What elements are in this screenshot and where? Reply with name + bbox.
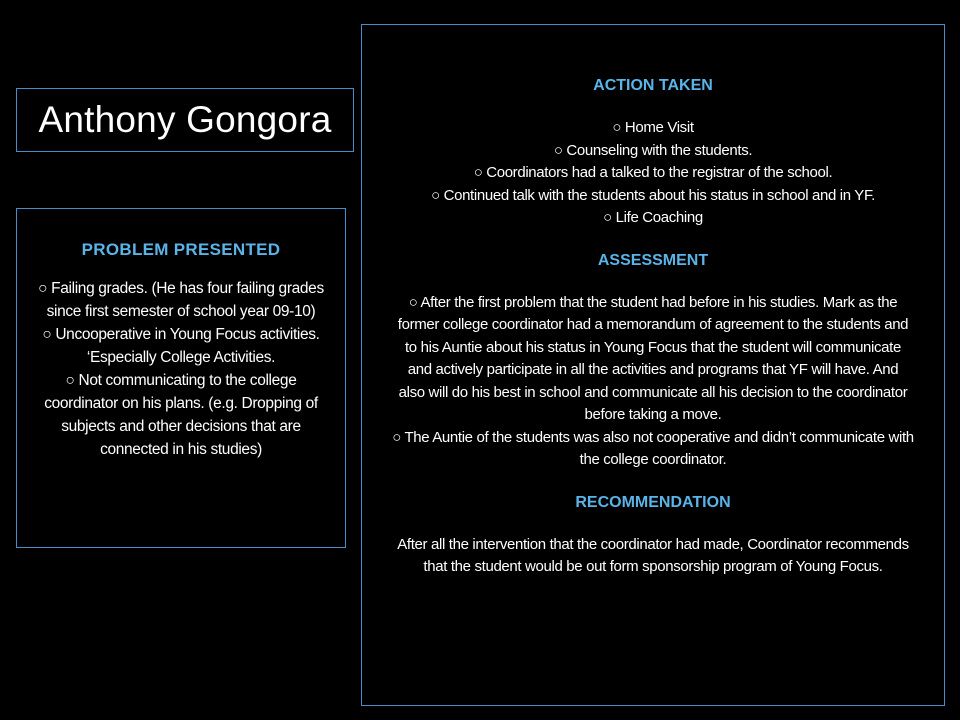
student-name: Anthony Gongora	[38, 99, 332, 140]
recommendation-line: After all the intervention that the coordinator had made, Coordinator recommends	[397, 535, 909, 553]
problem-text	[25, 277, 337, 461]
problem-line: coordinator on his plans. (e.g. Dropping of	[44, 395, 318, 412]
problem-line: ○ Failing grades. (He has four failing grades	[38, 280, 324, 297]
recommendation-heading: RECOMMENDATION	[575, 493, 731, 511]
problem-line: ○ Uncooperative in Young Focus activities.	[42, 326, 320, 343]
action-item: ○ Home Visit	[612, 119, 694, 136]
assessment-line: the college coordinator.	[579, 451, 727, 468]
assessment-text	[366, 292, 940, 472]
problem-line: since first semester of school year 09-10)	[46, 303, 316, 320]
assessment-line: former college coordinator had a memorandum of agreement to the students and	[397, 316, 909, 333]
assessment-line: also will do his best in school and communicate all his decision to the coordinator	[398, 383, 908, 401]
action-item: ○ Coordinators had a talked to the registrar of the school.	[473, 164, 833, 181]
assessment-line: ○ After the first problem that the student had before in his studies. Mark as the	[408, 293, 898, 311]
name-box	[16, 88, 354, 152]
problem-line: ○ Not communicating to the college	[65, 372, 297, 389]
problem-heading: PROBLEM PRESENTED	[81, 240, 281, 259]
problem-line: subjects and other decisions that are	[61, 418, 301, 435]
action-list	[366, 117, 940, 230]
problem-presented-box	[16, 208, 346, 548]
assessment-line: before taking a move.	[584, 406, 722, 423]
action-item: ○ Continued talk with the students about his status in school and in YF.	[431, 186, 875, 204]
recommendation-text	[366, 534, 940, 579]
action-item: ○ Counseling with the students.	[553, 141, 753, 159]
assessment-line: and actively participate in all the activities and programs that YF will have. And	[407, 361, 899, 378]
action-assessment-box	[361, 24, 945, 706]
problem-line: connected in his studies)	[100, 441, 262, 458]
assessment-line: ○ The Auntie of the students was also not cooperative and didn’t communicate with	[392, 428, 914, 446]
recommendation-line: that the student would be out form sponsorship program of Young Focus.	[423, 558, 883, 575]
problem-line: ‘Especially College Activities.	[86, 349, 276, 366]
action-item: ○ Life Coaching	[603, 209, 703, 226]
assessment-heading: ASSESSMENT	[597, 251, 709, 269]
action-heading: ACTION TAKEN	[593, 77, 713, 94]
assessment-line: to his Auntie about his status in Young Focus that the student will communicate	[404, 338, 901, 356]
